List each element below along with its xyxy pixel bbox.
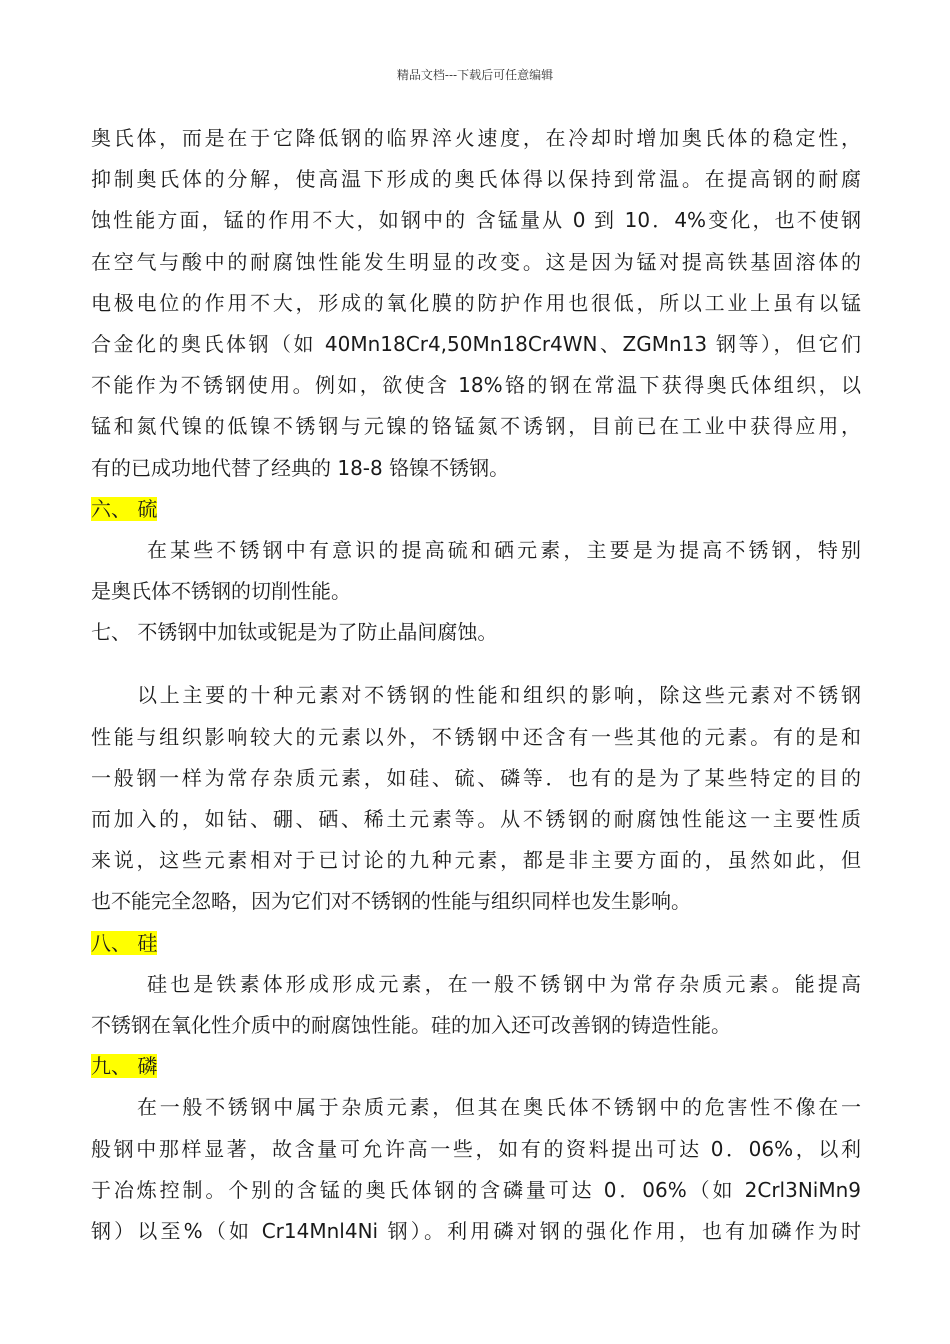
text-line: 有的已成功地代替了经典的 18-8 铬镍不锈钢。 — [91, 455, 510, 480]
text-line: 合金化的奥氏体钢（如 40Mn18Cr4,50Mn18Cr4WN、ZGMn13 钢等），但它们 — [91, 331, 861, 356]
text-line: 般钢中那样显著，故含量可允许高一些，如有的资料提出可达 0．06%，以利 — [91, 1136, 861, 1161]
text-line: 在空气与酸中的耐腐蚀性能发生明显的改变。这是因为锰对提高铁基固溶体的 — [91, 249, 861, 274]
text-line: 一般钢一样为常存杂质元素，如硅、硫、磷等．也有的是为了某些特定的目的 — [91, 765, 861, 790]
paragraph-silicon — [91, 964, 861, 1046]
heading-highlight: 六、 硫 — [91, 496, 158, 521]
text-line: 是奥氏体不锈钢的切削性能。 — [91, 579, 351, 604]
text-line: 性能与组织影响较大的元素以外，不锈钢中还含有一些其他的元素。有的是和 — [91, 724, 861, 749]
heading-highlight: 九、 磷 — [91, 1054, 158, 1079]
section-heading-sulfur — [91, 489, 861, 530]
paragraph-sulfur — [91, 530, 861, 612]
text-line: 在某些不锈钢中有意识的提高硫和硒元素，主要是为提高不锈钢，特别 — [147, 537, 861, 562]
text-line: 来说，这些元素相对于已讨论的九种元素，都是非主要方面的，虽然如此，但 — [91, 848, 861, 873]
heading-highlight: 八、 硅 — [91, 930, 158, 955]
paragraph-manganese-continued — [91, 118, 861, 489]
text-line: 钢）以至%（如 Cr14Mnl4Ni 钢）。利用磷对钢的强化作用，也有加磷作为时 — [91, 1218, 861, 1243]
paragraph-phosphorus — [91, 1087, 861, 1252]
text-line: 不能作为不锈钢使用。例如，欲使含 18%铬的钢在常温下获得奥氏体组织，以 — [91, 373, 861, 398]
page-header: 精品文档---下载后可任意编辑 — [396, 68, 554, 82]
text-line: 在一般不锈钢中属于杂质元素，但其在奥氏体不锈钢中的危害性不像在一 — [137, 1095, 861, 1120]
paragraph-gap — [91, 653, 861, 675]
section-heading-phosphorus — [91, 1046, 861, 1087]
text-line: 也不能完全忽略，因为它们对不锈钢的性能与组织同样也发生影响。 — [91, 889, 691, 914]
text-line: 于冶炼控制。个别的含锰的奥氏体钢的含磷量可达 0．06%（如 2Crl3NiMn9 — [91, 1177, 861, 1202]
section-heading-titanium: 七、 不锈钢中加钛或铌是为了防止晶间腐蚀。 — [91, 620, 498, 645]
text-line: 蚀性能方面，锰的作用不大，如钢中的 含锰量从 0 到 10．4%变化，也不使钢 — [91, 208, 861, 233]
section-heading-silicon — [91, 923, 861, 964]
text-line: 电极电位的作用不大，形成的氧化膜的防护作用也很低，所以工业上虽有以锰 — [91, 290, 861, 315]
document-body — [91, 118, 861, 1252]
paragraph-other-elements — [91, 675, 861, 922]
text-line: 而加入的，如钴、硼、硒、稀土元素等。从不锈钢的耐腐蚀性能这一主要性质 — [91, 807, 861, 831]
text-line: 锰和氮代镍的低镍不锈钢与元镍的铬锰氮不诱钢，目前已在工业中获得应用， — [91, 414, 861, 439]
text-line: 奥氏体，而是在于它降低钢的临界淬火速度，在冷却时增加奥氏体的稳定性， — [91, 126, 861, 150]
text-line: 硅也是铁素体形成形成元素，在一般不锈钢中为常存杂质元素。能提高 — [147, 971, 861, 996]
text-line: 以上主要的十种元素对不锈钢的性能和组织的影响，除这些元素对不锈钢 — [137, 683, 861, 708]
text-line: 抑制奥氏体的分解，使高温下形成的奥氏体得以保持到常温。在提高钢的耐腐 — [91, 167, 861, 192]
text-line: 不锈钢在氧化性介质中的耐腐蚀性能。硅的加入还可改善钢的铸造性能。 — [91, 1012, 731, 1037]
